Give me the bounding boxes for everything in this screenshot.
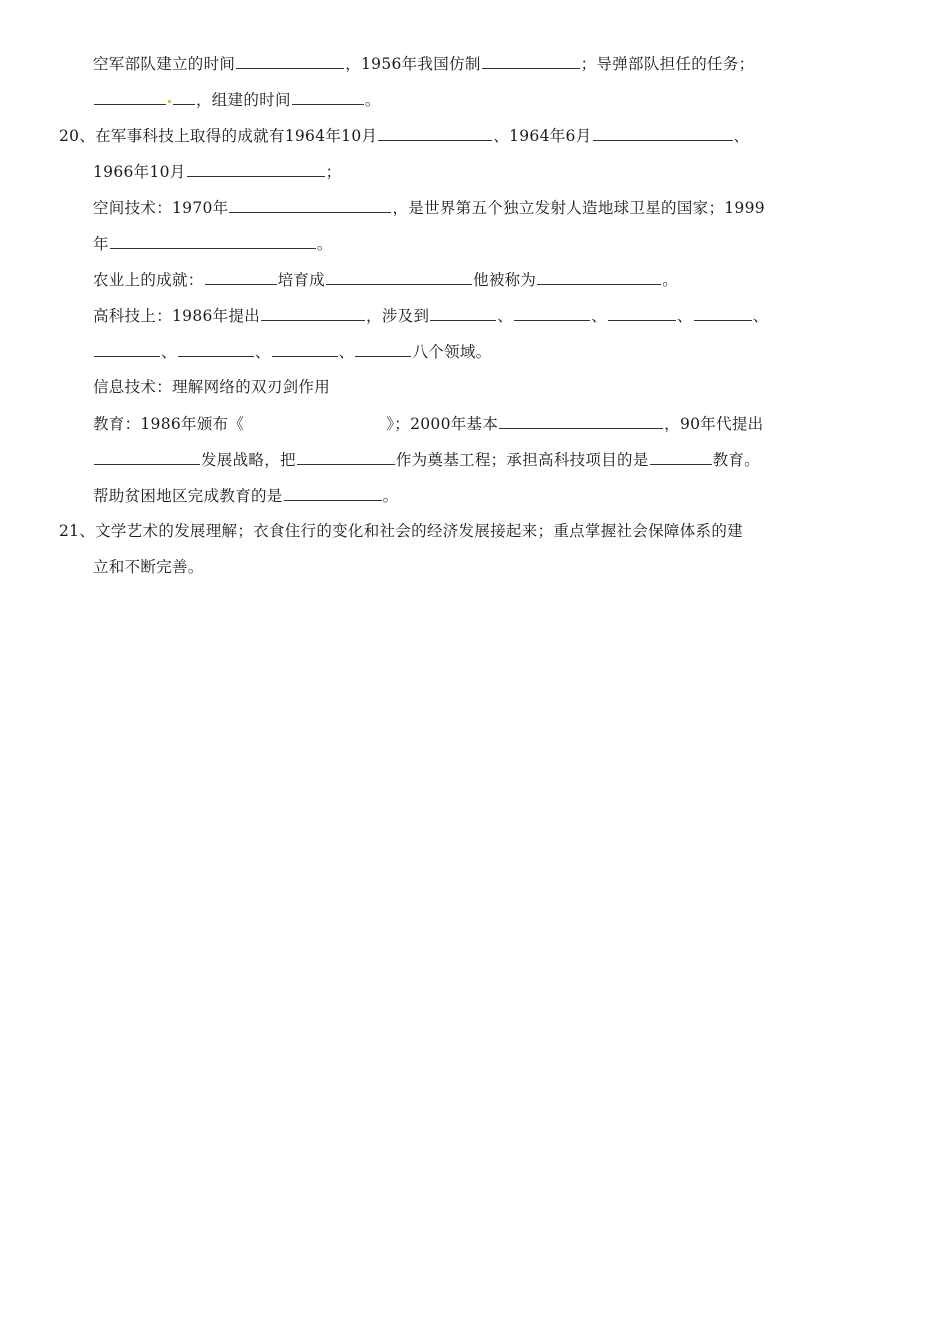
text: 在军事科技上取得的成就有1964年10月 [95,127,378,145]
highlight-dot [168,100,171,103]
text: 教育：1986年颁布《 [93,415,245,433]
text: 1966年10月 [93,163,186,181]
blank-field [173,88,195,105]
line-space-tech [93,196,765,219]
separator: 、 [591,307,607,325]
blank-field [205,268,277,285]
text: 空间技术：1970年 [93,199,229,217]
text: ，1956年我国仿制 [345,55,481,73]
text: 。 [382,487,399,505]
line-missile-force [93,88,381,111]
blank-field [514,304,590,321]
text: 立和不断完善。 [93,558,204,576]
blank-field [284,484,382,501]
blank-field [261,304,365,321]
text: 。 [662,271,679,289]
blank-field [499,412,663,429]
blank-field [608,304,676,321]
text: ； [325,163,342,181]
blank-field [650,448,712,465]
separator: 、 [752,307,769,325]
blank-field [355,340,411,357]
text: 。 [364,91,381,109]
item-21 [59,520,743,542]
text: 高科技上：1986年提出 [93,307,261,325]
blank-field [482,52,580,69]
line-agriculture [93,268,678,291]
blank-field [593,124,733,141]
line-info-tech [93,376,330,398]
line-strategy [93,448,760,471]
blank-field [297,448,395,465]
text: 、 [733,127,750,145]
line-social-security [93,556,204,578]
blank-field [430,304,496,321]
text: ，涉及到 [366,307,430,325]
text: ，组建的时间 [196,91,291,109]
text: 教育。 [712,451,761,469]
blank-field [94,448,200,465]
text: 》；2000年基本 [386,415,499,433]
line-high-tech [93,304,769,327]
separator: 、 [497,307,514,325]
line-air-force [93,52,754,75]
separator: 、 [254,343,271,361]
text: 八个领域。 [412,343,492,361]
blank-field [378,124,492,141]
blank-field [694,304,752,321]
text: 。 [316,235,333,253]
text: 帮助贫困地区完成教育的是 [93,487,283,505]
separator: 、 [338,343,355,361]
blank-field [178,340,254,357]
text: 发展战略，把 [201,451,296,469]
text: 文学艺术的发展理解；衣食住行的变化和社会的经济发展接起来；重点掌握社会保障体系的建 [95,522,743,540]
line-education [93,412,763,435]
blank-field [229,196,391,213]
text: 空军部队建立的时间 [93,55,236,73]
blank-field [326,268,472,285]
item-20 [59,124,749,147]
text: 培育成 [277,271,326,289]
blank-field [94,340,160,357]
text: 他被称为 [473,271,537,289]
item-number: 21、 [59,522,96,540]
line-1999 [93,232,333,255]
separator: 、 [676,307,693,325]
blank-field [272,340,338,357]
text: 年 [93,235,109,253]
blank-field [292,88,364,105]
blank-field [187,160,325,177]
text: 农业上的成就： [93,271,204,289]
blank-field [236,52,344,69]
line-poverty-education [93,484,398,507]
blank-field [110,232,316,249]
text: ，90年代提出 [664,415,764,433]
line-eight-fields [93,340,491,363]
blank-field [94,88,166,105]
text: 作为奠基工程；承担高科技项目的是 [395,451,649,469]
text: 信息技术：理解网络的双刃剑作用 [93,378,331,396]
text: ；导弹部队担任的任务； [580,55,755,73]
line-1966 [93,160,341,183]
text: 、1964年6月 [493,127,592,145]
blank-field [537,268,661,285]
separator: 、 [161,343,177,361]
item-number: 20、 [59,127,96,145]
text: ，是世界第五个独立发射人造地球卫星的国家；1999 [392,199,765,217]
